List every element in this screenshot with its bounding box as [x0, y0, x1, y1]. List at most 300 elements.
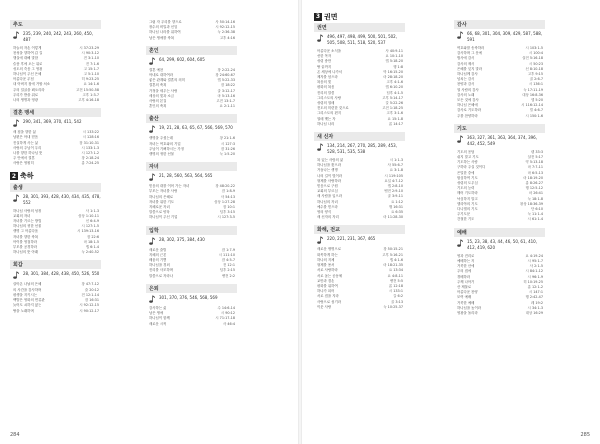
entry-reference: 요 6:35 [391, 210, 403, 215]
entry-reference: 시 90:12 [220, 311, 235, 316]
section-title: 결혼 맹세 [10, 108, 101, 117]
entry-title: 온 세상에 나가서 [317, 69, 343, 74]
entry-title: 사랑의 본질 [149, 99, 167, 104]
entry-reference: 딤후 3:15 [219, 210, 235, 215]
list-item [146, 322, 237, 327]
entry-reference: 요 3:1-8 [389, 168, 403, 173]
section-title: 감사 [454, 20, 545, 29]
entry-reference: 엡 6:10-20 [385, 85, 403, 90]
entry-reference: 전 3:1-10 [83, 56, 99, 61]
entry-reference: 삼상 1:10-11 [78, 213, 99, 218]
entry-reference: 사 54:13 [220, 194, 235, 199]
entry-title: 구하라 주실 것이다 [457, 165, 486, 170]
column-3 [314, 12, 405, 315]
entry-title: 슬픔 후에 오는 위로 [13, 61, 43, 66]
entry-title: 거듭나는 생명 [317, 168, 338, 173]
entry-title: 남편은 아내 믿음 [13, 135, 39, 140]
entry-title: 우리가 받을 위로 [13, 92, 39, 97]
hymn-numbers: 28, 301, 384, 428, 438, 450, 526, 550 [23, 271, 100, 277]
entry-reference: 눅 18:1-8 [527, 196, 543, 201]
entry-title: 생명을 주셨는데 [149, 136, 174, 141]
entry-reference: 골 2:6-7 [529, 77, 543, 82]
entry-title: 찬양과 감사 [457, 82, 475, 87]
music-note-icon [317, 143, 323, 151]
entry-title: 배움의 기쁨 [149, 258, 167, 263]
entry-title: 열 사람의 감사 [457, 87, 479, 92]
entry-reference: 엡 5:18-20 [385, 59, 403, 64]
part-title: 축하 [20, 172, 34, 181]
entry-title: 하늘의 자손 이렇게 [13, 46, 42, 50]
entry-reference: 사 2:1-5 [529, 264, 543, 269]
entry-title: 평화의 복음 [317, 85, 335, 90]
entry-reference: 행 1:8 [393, 64, 403, 69]
entry-reference: 고후 4:16-18 [78, 98, 99, 103]
entry-reference: 살전 5:17 [527, 155, 543, 160]
section-title: 출산 [146, 114, 237, 123]
entry-reference: 고전 1:18-25 [382, 106, 403, 111]
entry-reference: 단 6:10 [531, 207, 543, 212]
entry-list [314, 247, 405, 309]
entry-title: 행실에 대해 말함 [13, 56, 39, 61]
entry-title: 영과 진리로 [457, 253, 475, 258]
entry-title: 가정을 세우는 사랑 [149, 88, 178, 93]
music-note-icon [457, 135, 463, 143]
entry-title: 살아온 나날의 은혜 [13, 282, 42, 287]
entry-reference: 시 133:1 [388, 289, 403, 294]
entry-reference: 골 3:12-17 [217, 88, 235, 93]
entry-reference: 살전 5:16-18 [522, 56, 543, 61]
entry-title: 새 집을 향한 삶 [13, 130, 36, 135]
entry-reference: 눅 11:1-4 [527, 212, 543, 217]
entry-title: 주께 나아가 [457, 279, 475, 284]
entry-reference: 시 71:17-18 [215, 316, 235, 321]
entry-reference: 시 136:1 [528, 82, 543, 87]
entry-list [10, 209, 101, 256]
page-number-right: 285 [580, 432, 590, 438]
entry-title: 내 아버지 집에 거할 처소 [13, 82, 51, 87]
entry-title: 지혜로운 자녀 [149, 205, 170, 210]
entry-reference: 마 5:13-16 [217, 93, 235, 98]
entry-title: 그리스도의 편지 [317, 111, 342, 116]
section-marriage [146, 46, 237, 110]
hymn-numbers: 363, 327, 361, 363, 364, 374, 396, 442, 452, 549 [467, 134, 537, 146]
entry-reference: 엡 5:22-33 [217, 78, 235, 83]
entry-title: 은혜를 잊지 말라 [457, 66, 483, 71]
entry-title: 복음의 빛 [317, 80, 332, 85]
section-reconciliation [314, 225, 405, 309]
entry-reference: 고후 4:16 [219, 35, 235, 40]
entry-title: 아이를 영접하라 [13, 239, 38, 244]
entry-title: 땅 끝까지 [317, 64, 332, 69]
entry-title: 주를 찬양하라 [457, 113, 478, 118]
entry-reference: 행 12:5-12 [525, 186, 543, 191]
entry-title: 하나님이 함께 [149, 316, 170, 321]
entry-reference: 사 1:1-3 [85, 208, 99, 213]
entry-reference: 시 133:22 [82, 130, 99, 135]
entry-title: 부모를 공경하라 [13, 245, 38, 250]
section-worship [454, 228, 545, 316]
entry-title: 의 사간을 감사하며 [13, 287, 42, 292]
part-number: 2 [11, 172, 17, 180]
entry-title: 성령 충만 [317, 59, 332, 64]
entry-title: 그림 자 우리를 향으로 [149, 20, 182, 24]
list-item [146, 215, 237, 220]
entry-title: 복 있는 사람의 삶 [317, 158, 344, 163]
section-title: 화해, 전교 [314, 225, 405, 234]
entry-title: 영광을 돌리라 [457, 310, 478, 315]
hymn-numbers: 15, 23, 38, 43, 44, 46, 50, 61, 410, 412, 419, 620 [467, 238, 537, 250]
section-title: 기도 [454, 124, 545, 133]
entry-title: 범사에 감사 [457, 56, 475, 61]
entry-reference: 고 15:1-7 [83, 66, 99, 71]
entry-title: 하나님을 높이라 [457, 305, 482, 310]
entry-title: 사랑의 주님이 우리 [13, 145, 42, 150]
entry-reference: 마 6:5-13 [527, 170, 543, 175]
entry-title: 하나님 나라 [317, 121, 335, 126]
hymn-numbers-row [314, 143, 405, 155]
entry-reference: 창 24:60-67 [215, 73, 235, 78]
entry-reference: 사 40:9-11 [385, 49, 403, 53]
music-note-icon [149, 295, 155, 303]
entry-reference: 왕상 18:36-39 [520, 201, 543, 206]
section-title: 예배 [454, 228, 545, 237]
section-title: 은퇴 [146, 284, 237, 293]
entry-reference: 딤후 4:1-5 [386, 90, 403, 95]
entry-reference: 시 34:1-3 [527, 305, 543, 310]
entry-title: 혼인의 축복 [149, 104, 167, 109]
entry-title: 제자를 삼으라 [317, 75, 338, 80]
entry-reference: 전 7:1-6 [85, 61, 99, 66]
entry-reference: 벧전 2:2 [221, 273, 235, 278]
hymn-numbers-row [314, 236, 405, 244]
entry-reference: 시 92:12-15 [79, 303, 99, 308]
hymn-numbers: 28, 302, 375, 384, 430 [159, 236, 205, 242]
list-item [146, 36, 237, 41]
hymn-numbers-row [454, 31, 545, 43]
entry-reference: 갈 6:2 [393, 294, 403, 299]
entry-title: 남은 생애를 축복 [149, 35, 175, 40]
entry-reference: 시 90:3-12 [81, 51, 99, 56]
entry-reference: 시 37:23-29 [79, 46, 99, 50]
entry-title: 부모는 자녀를 사랑 [149, 189, 178, 194]
entry-reference: 창 2:18-24 [81, 156, 99, 161]
part-title: 권면 [324, 12, 338, 21]
entry-reference: 시 92:12-15 [215, 25, 235, 30]
entry-title: 깨어 기도하라 [457, 191, 478, 196]
entry-reference: 엡 6:1-4 [85, 245, 99, 250]
entry-reference: 시 90:12-17 [79, 308, 99, 313]
entry-title: 아름다운 찬양 [457, 290, 478, 295]
entry-reference: 고 5:1-10 [83, 72, 99, 77]
entry-title: 거룩한 산에 [457, 264, 475, 269]
part-heading [10, 172, 101, 181]
entry-title: 이웃 사랑 [317, 304, 332, 309]
entry-title: 자녀는 여호와의 기업 [149, 141, 181, 146]
entry-reference: 잠 31:26 [220, 146, 235, 151]
entry-reference: 요 4:19-24 [525, 253, 543, 258]
entry-list [454, 150, 545, 223]
entry-title: 세상의 빛과 소금 [149, 93, 175, 98]
entry-reference: 마 7:7-11 [527, 165, 543, 170]
entry-title: 믿음의 대를 이어 가는 자녀 [149, 184, 190, 189]
entry-reference: 사 55:6-7 [387, 163, 403, 168]
entry-title: 성령의 도우심 [457, 181, 478, 186]
entry-reference: 롬 7:24-25 [81, 161, 99, 166]
section-new-believer [314, 132, 405, 220]
entry-title: 다니엘의 기도 [457, 207, 478, 212]
list-item [314, 305, 405, 310]
music-note-icon [149, 125, 155, 133]
hymn-numbers: 64, 299, 602, 604, 605 [159, 56, 205, 62]
entry-list [146, 20, 237, 41]
entry-title: 좋은 관계와 결혼의 의미 [149, 78, 185, 83]
entry-title: 그리스도의 사랑 [317, 95, 342, 100]
section-childbirth [146, 114, 237, 157]
entry-reference: 갈 5:22-26 [385, 101, 403, 106]
entry-title: 감사의 제사 [457, 61, 475, 66]
entry-title: 백발은 영화의 면류관 [13, 298, 45, 303]
entry-list [10, 282, 101, 313]
entry-title: 기도의 능력 [457, 186, 475, 191]
entry-reference: 엡 2:8-10 [387, 184, 403, 189]
entry-reference: 고후 5:16-21 [382, 252, 403, 257]
entry-reference: 엡 4:1-6 [389, 257, 403, 262]
section-thanksgiving [454, 20, 545, 119]
hymn-numbers: 21, 28, 560, 563, 564, 565 [159, 173, 213, 179]
entry-title: 낙심하지 말고 [457, 196, 478, 201]
entry-title: 생명 그 아름다움 [13, 229, 39, 234]
entry-reference: 요 1:12 [391, 199, 403, 204]
entry-reference: 시 128:16 [82, 135, 99, 140]
hymn-numbers: 134, 214, 267, 270, 285, 289, 453, 528, 531, 535, 538 [327, 143, 397, 155]
entry-list [10, 46, 101, 103]
entry-title: 감사의 노래 [457, 92, 475, 97]
hymn-numbers-row [454, 239, 545, 251]
entry-reference: 시 1:1-3 [389, 158, 403, 163]
entry-reference: 시 50:23 [528, 61, 543, 66]
entry-reference: 사 46:4 [223, 321, 235, 326]
entry-title: 하나님이 주신 은혜 [13, 72, 42, 77]
entry-title: 아름다운 무덤 [13, 77, 34, 82]
entry-title: 경배하라 [457, 274, 471, 279]
hymn-numbers: 290, 341, 369, 370, 411, 542 [23, 119, 82, 125]
entry-title: 땅을 노래하며 [13, 308, 34, 313]
entry-reference: 눅 10:25-37 [383, 304, 403, 309]
entry-reference: 시 150:1-6 [525, 113, 543, 118]
entry-reference: 요 4:8-11 [387, 273, 403, 278]
entry-reference: 잠 31:10-31 [79, 140, 99, 145]
entry-title: 주기도문 [457, 212, 471, 217]
entry-title: 새 신자의 자리 [317, 215, 339, 220]
hymn-numbers-row [10, 119, 101, 127]
entry-reference: 잠 22:6 [87, 234, 99, 239]
entry-title: 새로운 생명으로 [317, 247, 342, 252]
section-title: 입학 [146, 226, 237, 235]
entry-list [146, 68, 237, 110]
list-item [454, 217, 545, 222]
page-number-left: 284 [10, 432, 20, 438]
entry-reference: 수 14:6-14 [217, 305, 235, 310]
music-note-icon [13, 119, 19, 127]
entry-reference: 마 18:21-35 [383, 263, 403, 268]
entry-title: 모여 예배 [457, 295, 472, 300]
entry-reference: 시 139:13-16 [77, 229, 99, 234]
entry-title: 감사하며 그 문에 [457, 51, 483, 56]
entry-reference: 레 19:2 [531, 300, 543, 305]
entry-list [146, 136, 237, 157]
entry-list [454, 46, 545, 119]
music-note-icon [457, 31, 463, 39]
entry-title: 평화를 위하여 [317, 283, 338, 288]
section-children [146, 162, 237, 220]
entry-reference: 딤후 2:15 [219, 268, 235, 273]
entry-reference: 마 11:28-30 [383, 215, 403, 220]
hymn-numbers: 28, 301, 393, 428, 430, 434, 435, 478, 552 [23, 193, 101, 205]
entry-reference: 고후 1:3-7 [82, 92, 99, 97]
entry-reference: 고전 13:1-7 [216, 99, 235, 104]
entry-reference: 잠 1:8-9 [221, 189, 235, 194]
entry-reference: 대상 16:29 [525, 310, 543, 315]
entry-reference: 잠 4:5-7 [221, 258, 235, 263]
music-note-icon [149, 173, 155, 181]
column-4 [454, 20, 545, 321]
music-note-icon [13, 31, 19, 39]
entry-title: 감사하는 삶 [149, 305, 167, 310]
entry-title: 모든 것에 감사 [457, 98, 479, 103]
entry-title: 예배하는 자 [457, 258, 475, 263]
entry-title: 주님이 기뻐하시는 가정 [149, 146, 184, 151]
entry-title: 전도의 미련한 것으로 [317, 106, 349, 111]
entry-reference: 고후 5:14-17 [382, 95, 403, 100]
part-number: 3 [315, 13, 321, 20]
entry-reference: 시 103:1-5 [525, 46, 543, 50]
entry-reference: 골 3:9-11 [387, 194, 403, 199]
list-item [10, 161, 101, 166]
entry-reference: 신 6:4-9 [85, 219, 99, 224]
music-note-icon [457, 239, 463, 247]
list-item [314, 122, 405, 127]
entry-title: 평생을 지키시는 [13, 292, 38, 297]
entry-reference: 고후 9:15 [527, 72, 543, 77]
entry-reference: 롬 8:26-27 [525, 181, 543, 186]
entry-title: 아내로 대하여라 [149, 73, 174, 78]
entry-reference: 행 2:42-47 [525, 295, 543, 300]
hymn-numbers-row [146, 173, 237, 181]
entry-title: 지혜의 근본 [149, 252, 167, 257]
hymn-numbers-row [146, 237, 237, 245]
list-item [10, 309, 101, 314]
hymn-numbers-row [10, 194, 101, 206]
entry-title: 하나님의 은혜로 [149, 194, 174, 199]
entry-list [454, 254, 545, 316]
entry-title: 선한 목자 [317, 54, 332, 59]
hymn-numbers: 301, 370, 376, 546, 568, 569 [159, 294, 218, 300]
entry-reference: 창 21:1-6 [219, 136, 235, 141]
entry-reference: 요 15:1-8 [387, 116, 403, 121]
music-note-icon [149, 237, 155, 245]
entry-title: 하나가 되어 [317, 289, 335, 294]
section-admission [146, 226, 237, 279]
entry-list [146, 306, 237, 327]
entry-title: 하나님을 찾으라 [317, 163, 342, 168]
section-title: 출생 [10, 183, 101, 192]
hymn-numbers-row [146, 125, 237, 133]
entry-title: 하나님께 감사 [457, 72, 478, 77]
entry-reference: 막 16:15-20 [383, 69, 403, 74]
list-item [146, 104, 237, 109]
entry-title: 장수의 비밀과 신앙 [149, 25, 178, 30]
entry-reference: 롬 14:17 [388, 121, 403, 126]
entry-title: 생명의 귀한 선물 [149, 152, 175, 157]
entry-title: 쉬지 말고 기도 [457, 155, 479, 160]
entry-title: 간절한 기도 [457, 217, 475, 222]
entry-title: 하나님 은혜에 [457, 103, 478, 108]
entry-title: 결혼 예찬 [149, 67, 164, 72]
entry-title: 새로운 출발 [149, 247, 167, 252]
right-page [300, 0, 600, 444]
entry-reference: 창 47:7-12 [81, 282, 99, 287]
entry-reference: 전 12:1 [223, 263, 235, 268]
entry-reference: 잠 1:7-9 [221, 247, 235, 252]
entry-title: 합심하여 기도 [457, 175, 478, 180]
entry-reference: 벧전 2:9-10 [384, 189, 403, 194]
section-sixtieth-birthday [10, 260, 101, 313]
section-prayer [454, 124, 545, 223]
entry-reference: 약 5:13-18 [525, 160, 543, 165]
entry-title: 진리의 말씀 [317, 90, 335, 95]
entry-title: 거룩한 예배 [457, 300, 475, 305]
hymn-numbers-row [10, 31, 101, 43]
hymn-numbers-row [10, 271, 101, 279]
entry-title: 나를 향한 하나님 뜻 [13, 151, 43, 156]
entry-title: 교만과 겸손 [317, 278, 335, 283]
entry-title: 믿음으로 구원 [317, 184, 338, 189]
entry-reference: 전 12:1-14 [81, 292, 99, 297]
entry-reference: 시 147:1 [528, 290, 543, 295]
entry-reference: 마 26:41 [528, 191, 543, 196]
hymn-numbers: 19, 21, 28, 63, 65, 67, 566, 569, 570 [159, 125, 233, 131]
entry-reference: 엡 5:20 [531, 98, 543, 103]
list-item [454, 311, 545, 316]
entry-title: 새로운 시작 [149, 321, 167, 326]
entry-title: 하나님 나라를 위하여 [149, 30, 181, 35]
hymn-numbers-row [146, 57, 237, 65]
music-note-icon [13, 194, 19, 202]
list-item [314, 215, 405, 220]
section-memorial [10, 20, 101, 103]
list-item [146, 274, 237, 279]
section-title: 자녀 [146, 162, 237, 171]
entry-list [146, 184, 237, 220]
entry-reference: 롬 12:1-2 [527, 284, 543, 289]
entry-title: 자녀를 기르는 방법 [13, 219, 42, 224]
entry-title: 하나의 지체 [317, 257, 335, 262]
entry-reference: 마 28:18-20 [383, 75, 403, 80]
entry-reference: 시 116:12-14 [521, 103, 543, 108]
entry-reference: 시 61:1-4 [527, 217, 543, 222]
entry-reference: 눅 17:11-19 [523, 87, 543, 92]
entry-reference: 시 95:1-7 [527, 258, 543, 263]
music-note-icon [317, 236, 323, 244]
entry-title: 서로 돕는 공동체 [317, 273, 343, 278]
entry-title: 넘치는 감사 [457, 77, 475, 82]
entry-title: 하나님의 자녀 [317, 199, 338, 204]
entry-reference: 히 9:23-25 [81, 77, 99, 82]
entry-reference: 요 2:1-11 [219, 104, 235, 109]
entry-title: 늙어도 쇠하지 않는 [13, 303, 42, 308]
entry-reference: 시 127:1-5 [81, 224, 99, 229]
list-item [454, 114, 545, 119]
